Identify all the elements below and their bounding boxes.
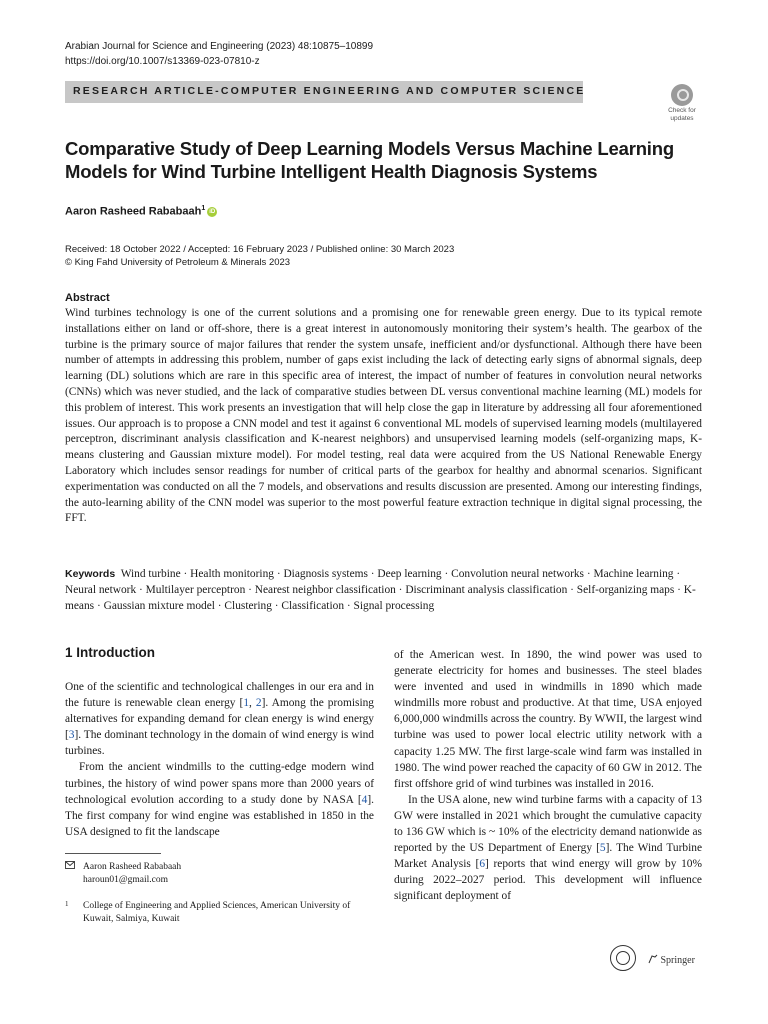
- crossmark-icon: [671, 84, 693, 106]
- corresponding-author-name: Aaron Rasheed Rababaah: [83, 862, 182, 872]
- keywords-list: Wind turbine · Health monitoring · Diagnosis systems · Deep learning · Convolution neural networks · Machine learning · Neural network · Multilayer perceptron · Nearest neighbor classification · Discriminant analysis classification · Self-organizing maps · K-means · Gaussian mixture model · Clustering · Classification · Signal processing: [65, 568, 696, 612]
- abstract-heading: Abstract: [65, 292, 110, 304]
- citation-link[interactable]: 2: [255, 697, 262, 710]
- publisher-name: Springer: [648, 954, 695, 966]
- doi-link[interactable]: https://doi.org/10.1007/s13369-023-07810-z: [65, 56, 260, 67]
- keywords-block: [65, 567, 702, 614]
- abstract-text: Wind turbines technology is one of the current solutions and a promising one for renewable green energy. Due to its typical remote installations either on land or off-shore, there is a great interest in autonomously monitoring their system’s health. The gearbox of the turbine is the primary source of major failures that render the system unsafe, inefficient and/or dysfunctional. Although there have been number of attempts in addressing this problem, number of gaps exist including the lack of detecting early signs of abnormal signals, deep learning (DL) solutions which are rare in this specific area of interest, the impact of number of features in convolution neural networks (CNNs) which was never studied, and the lack of comparative studies between DL versus conventional machine learning (ML) models for this problem of interest. This work presents an investigation that will help close the gap in literature by addressing all four aforementioned issues. Our approach is to propose a CNN model and test it against 6 conventional ML models of supervised learning models (multilayered perceptron, discriminant analysis classification and K-nearest neighbors) and unsupervised learning models (self-organizing maps, K-means clustering and Gaussian mixture model). For model testing, real data were acquired from the US National Renewable Energy Laboratory which includes sensor readings for number of critical parts of the gearbox for healthy and abnormal scenarios. Significant experimentation was conducted on all the 7 models, and observations and results discussion are presented. Among our interesting findings, the auto-learning ability of the CNN model was superior to the most powerful feature extraction technique in digital signal processing, the FFT.: [65, 307, 702, 525]
- check-for-label: Check for: [668, 107, 696, 114]
- affiliation-text: College of Engineering and Applied Sciences, American University of Kuwait, Salmiya, Kuwait: [83, 901, 351, 924]
- publication-dates: Received: 18 October 2022 / Accepted: 16 February 2023 / Published online: 30 March 2023: [65, 244, 455, 255]
- intro-paragraph: From the ancient windmills to the cutting-edge modern wind turbines, the history of wind power spans more than 2000 years of technological evolution according to a study done by NASA [4]. The first company for wind engine was established in 1850 in the USA designed to fit the landscape: [65, 761, 374, 838]
- springer-emblem-icon: [610, 945, 636, 971]
- corresponding-author-footnote: [65, 861, 182, 885]
- author-name: Aaron Rasheed Rababaah: [65, 205, 202, 218]
- springer-horse-icon: [648, 954, 658, 964]
- orcid-icon[interactable]: iD: [209, 208, 216, 215]
- citation-link[interactable]: 6: [479, 858, 486, 871]
- citation-link[interactable]: 1: [243, 697, 250, 710]
- intro-column-right: [394, 647, 702, 905]
- article-category-bar: [65, 81, 586, 103]
- intro-paragraph: One of the scientific and technological challenges in our era and in the future is renewable clean energy [1, 2]. Among the promising alternatives for expanding demand for clean energy is wind energy [3]. The dominant technology in the domain of wind energy is wind turbines.: [65, 681, 375, 758]
- copyright-notice: © King Fahd University of Petroleum & Minerals 2023: [65, 257, 291, 268]
- paper-title: Comparative Study of Deep Learning Models Versus Machine Learning Models for Wind Turbine Intelligent Health Diagnosis Systems: [65, 138, 674, 182]
- citation-link[interactable]: 4: [361, 793, 368, 806]
- keywords-label: Keywords: [65, 568, 116, 580]
- affiliation-mark: 1: [201, 205, 206, 212]
- intro-paragraph: In the USA alone, new wind turbine farms with a capacity of 13 GW were installed in 2021 which brought the cumulative capacity to 136 GW which is ~ 10% of the electricity demand nationwide as reported by the US Department of Energy [5]. The Wind Turbine Market Analysis [6] reports that wind energy will grow by 10% during 2022–2027 period. This development will influence significant deployment of: [394, 793, 702, 903]
- updates-label: updates: [670, 115, 694, 122]
- citation-link[interactable]: 3: [68, 729, 75, 742]
- intro-paragraph: of the American west. In 1890, the wind power was used to generate electricity for homes and businesses. The steel blades were invented and used in windmills in 1890 which made windmills more robust and productive. At that time, USA enjoyed 6,000,000 windmills across the country. By WWII, the largest wind turbine was used to power local electric utility network with a capacity 1.25 MW. The first large-scale wind farm was installed in 1980. The wind power reached the capacity of 60 GW in 2012. The first offshore grid of wind turbines was installed in 2016.: [394, 649, 702, 790]
- intro-column-left: [65, 679, 374, 840]
- affiliation-number: 1: [65, 900, 69, 908]
- author-line: [65, 205, 217, 218]
- citation-link[interactable]: 5: [599, 842, 606, 855]
- footnote-divider: [65, 853, 161, 854]
- corresponding-author-email[interactable]: haroun01@gmail.com: [83, 874, 168, 885]
- check-for-updates-badge[interactable]: [663, 84, 701, 124]
- envelope-icon: [65, 861, 77, 874]
- journal-citation: Arabian Journal for Science and Engineering (2023) 48:10875–10899: [65, 41, 374, 52]
- article-category: RESEARCH ARTICLE-COMPUTER ENGINEERING AND COMPUTER SCIENCE: [73, 85, 586, 97]
- section-heading-introduction: 1 Introduction: [65, 645, 155, 660]
